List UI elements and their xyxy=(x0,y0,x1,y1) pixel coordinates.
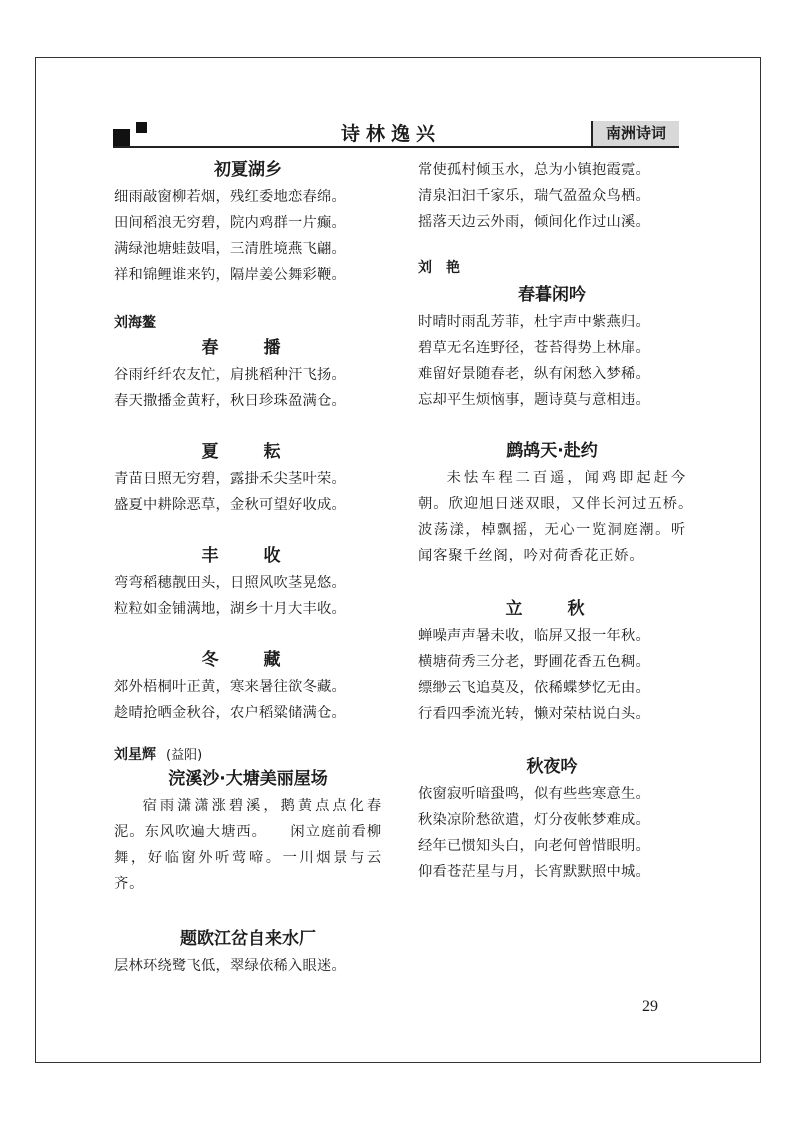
poem-title: 浣溪沙·大塘美丽屋场 xyxy=(168,769,328,789)
header-square-large xyxy=(113,129,130,146)
poem-line: 缥缈云飞追莫及，依稀蝶梦忆无由。 xyxy=(418,680,650,696)
author-place: (益阳) xyxy=(166,748,203,763)
poem-line: 行看四季流光转，懒对荣枯说白头。 xyxy=(418,706,650,722)
poem-line: 清泉汩汩千家乐，瑞气盈盈众鸟栖。 xyxy=(418,188,650,204)
poem-line: 碧草无名连野径，苍苔得势上林扉。 xyxy=(418,340,650,356)
poem-title: 春 播 xyxy=(201,338,295,358)
poem-line: 青苗日照无穷碧，露掛禾尖茎叶荣。 xyxy=(114,471,346,487)
poem-line: 忘却平生烦恼事，题诗莫与意相违。 xyxy=(418,392,650,408)
poem-text: 宿雨潇潇涨碧溪，鹅黄点点化春泥。东风吹遍大塘西。 闲立庭前看柳舞，好临窗外听莺啼。一川烟景与云齐。 xyxy=(114,798,382,892)
poem-line: 粒粒如金铺满地，湖乡十月大丰收。 xyxy=(114,601,346,617)
poem-line: 蝉噪声声暑未收，临屏又报一年秋。 xyxy=(418,628,650,644)
poem-line: 田间稻浪无穷碧，院内鸡群一片癫。 xyxy=(114,215,346,231)
author-line xyxy=(114,744,382,767)
poem-line: 摇落天边云外雨，倾间化作过山溪。 xyxy=(418,214,650,230)
poem-text: 未怯车程二百遥，闻鸡即起赶今朝。欣迎旭日迷双眼，又伴长河过五桥。 波荡漾，棹飘摇，无心一览洞庭潮。听闻客聚千丝阁，吟对荷香花正娇。 xyxy=(418,470,717,564)
poem-line: 郊外梧桐叶正黄，寒来暑往欲冬藏。 xyxy=(114,679,346,695)
poem-line: 横塘荷秀三分老，野圃花香五色稠。 xyxy=(418,654,650,670)
poem-line: 祥和锦鲤谁来钓，隔岸姜公舞彩鞭。 xyxy=(114,267,346,283)
page-number: 29 xyxy=(642,998,658,1015)
poem-line: 春天撒播金黄籽，秋日珍珠盈满仓。 xyxy=(114,393,346,409)
poem-title: 夏 耘 xyxy=(201,442,295,462)
poem-line: 依窗寂听暗蛩鸣，似有些些寒意生。 xyxy=(418,786,650,802)
author-name: 刘星辉 xyxy=(114,747,156,763)
poem-line: 常使孤村倾玉水，总为小镇抱霞霓。 xyxy=(418,162,650,178)
poem-title: 丰 收 xyxy=(201,546,295,566)
poem-line: 层林环绕鹭飞低，翠绿依稀入眼迷。 xyxy=(114,958,346,974)
left-column xyxy=(114,150,382,979)
poem-line: 盛夏中耕除恶草，金秋可望好收成。 xyxy=(114,497,346,513)
right-column xyxy=(418,157,717,885)
poem-line: 谷雨纤纤农友忙，肩挑稻种汗飞扬。 xyxy=(114,367,346,383)
poem-title: 鹧鸪天·赴约 xyxy=(506,441,598,461)
poem-line: 细雨敲窗柳若烟，残红委地恋春绵。 xyxy=(114,189,346,205)
header-square-small xyxy=(136,122,147,133)
poem-line: 满绿池塘蛙鼓唱，三清胜境燕飞翩。 xyxy=(114,241,346,257)
poem-line: 时晴时雨乱芳菲，杜宇声中紫燕归。 xyxy=(418,314,650,330)
poem-line: 弯弯稻穗靓田头，日照风吹茎晃悠。 xyxy=(114,575,346,591)
page-header xyxy=(113,121,679,147)
poem-line: 难留好景随春老，纵有闲愁入梦稀。 xyxy=(418,366,650,382)
poem-line: 经年已惯知头白，向老何曾惜眼明。 xyxy=(418,838,650,854)
poem-title: 春暮闲吟 xyxy=(518,285,586,305)
poem-title: 秋夜吟 xyxy=(526,757,578,777)
poem-title: 立 秋 xyxy=(505,599,599,619)
author-name: 刘 艳 xyxy=(418,260,460,276)
poem-title: 题欧江岔自来水厂 xyxy=(180,929,316,949)
poem-title: 冬 藏 xyxy=(201,650,295,670)
column-title: 诗林逸兴 xyxy=(341,123,442,145)
poem-line: 趁晴抢晒金秋谷，农户稻粱储满仓。 xyxy=(114,705,346,721)
poem-line: 秋染凉阶愁欲遣，灯分夜帐梦难成。 xyxy=(418,812,650,828)
poem-line: 仰看苍茫星与月，长宵默默照中城。 xyxy=(418,864,650,880)
header-rule xyxy=(113,146,679,148)
author-name: 刘海鳌 xyxy=(114,315,156,331)
magazine-tag: 南洲诗词 xyxy=(591,121,679,146)
poem-title: 初夏湖乡 xyxy=(214,160,282,180)
